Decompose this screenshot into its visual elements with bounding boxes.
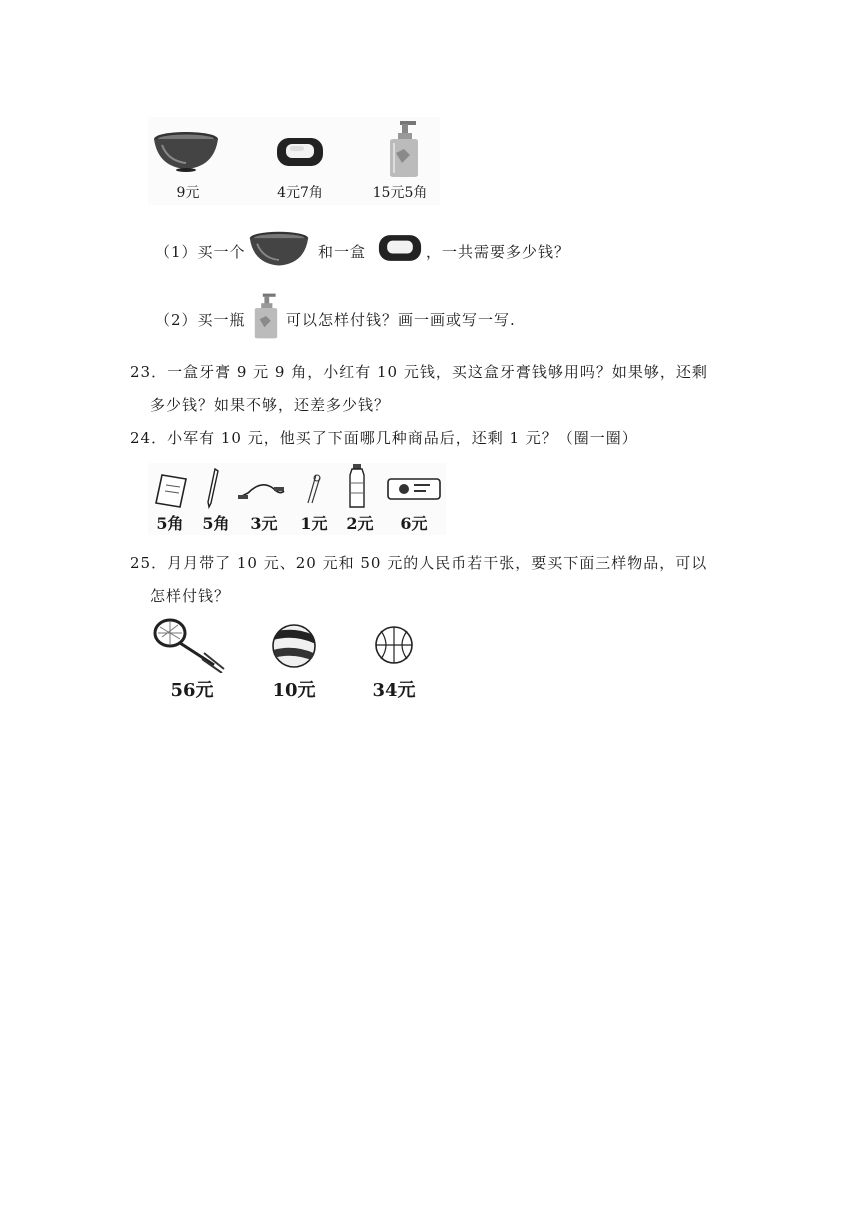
- pencil-price: 5角: [202, 514, 230, 533]
- q25-line1: 25．月月带了 10 元、20 元和 50 元的人民币若干张，要买下面三样物品，可以: [130, 554, 708, 572]
- q22-sub1-middle: 和一盒: [318, 243, 367, 261]
- water-bottle-icon: [346, 463, 368, 509]
- pencil-box-icon: [386, 475, 442, 505]
- q23-line1: 23．一盒牙膏 9 元 9 角，小红有 10 元钱，买这盒牙膏钱够用吗？如果够，还剩: [130, 363, 708, 381]
- striped-ball-icon: [270, 623, 318, 669]
- racket-price: 56元: [170, 680, 214, 701]
- jump-rope-price: 3元: [250, 514, 278, 533]
- hairpin-price: 1元: [300, 514, 328, 533]
- bottle-price: 15元5角: [372, 185, 428, 201]
- notebook-icon: [154, 473, 188, 509]
- q22-sub2-prefix: （2）买一瓶: [155, 311, 246, 329]
- q23-line2: 多少钱？如果不够，还差多少钱？: [150, 396, 391, 414]
- soap-icon: [276, 135, 324, 169]
- pencil-box-price: 6元: [400, 514, 428, 533]
- q22-sub1-suffix: ，一共需要多少钱？: [426, 243, 571, 261]
- q22-sub1-prefix: （1）买一个: [155, 243, 246, 261]
- jump-rope-icon: [238, 477, 286, 503]
- q24-items-strip: [148, 463, 446, 535]
- bowl-price: 9元: [176, 185, 200, 201]
- q22-items-strip: [148, 117, 440, 205]
- hand-soap-bottle-icon: [384, 119, 424, 179]
- bowl-inline-icon: [248, 230, 310, 270]
- pencil-icon: [206, 467, 220, 509]
- striped-ball-price: 10元: [272, 680, 316, 701]
- bowl-icon: [152, 131, 220, 173]
- soap-price: 4元7角: [277, 185, 323, 201]
- hairpin-icon: [302, 473, 322, 507]
- basketball-icon: [373, 625, 415, 665]
- notebook-price: 5角: [156, 514, 184, 533]
- q24-line1: 24．小军有 10 元，他买了下面哪几种商品后，还剩 1 元？（圈一圈）: [130, 429, 638, 447]
- basketball-price: 34元: [372, 680, 416, 701]
- soap-inline-icon: [378, 232, 422, 264]
- q22-sub2-suffix: 可以怎样付钱？画一画或写一写.: [286, 311, 516, 329]
- bottle-inline-icon: [250, 290, 282, 342]
- badminton-racket-icon: [152, 617, 228, 673]
- water-bottle-price: 2元: [346, 514, 374, 533]
- q25-line2: 怎样付钱？: [150, 587, 231, 605]
